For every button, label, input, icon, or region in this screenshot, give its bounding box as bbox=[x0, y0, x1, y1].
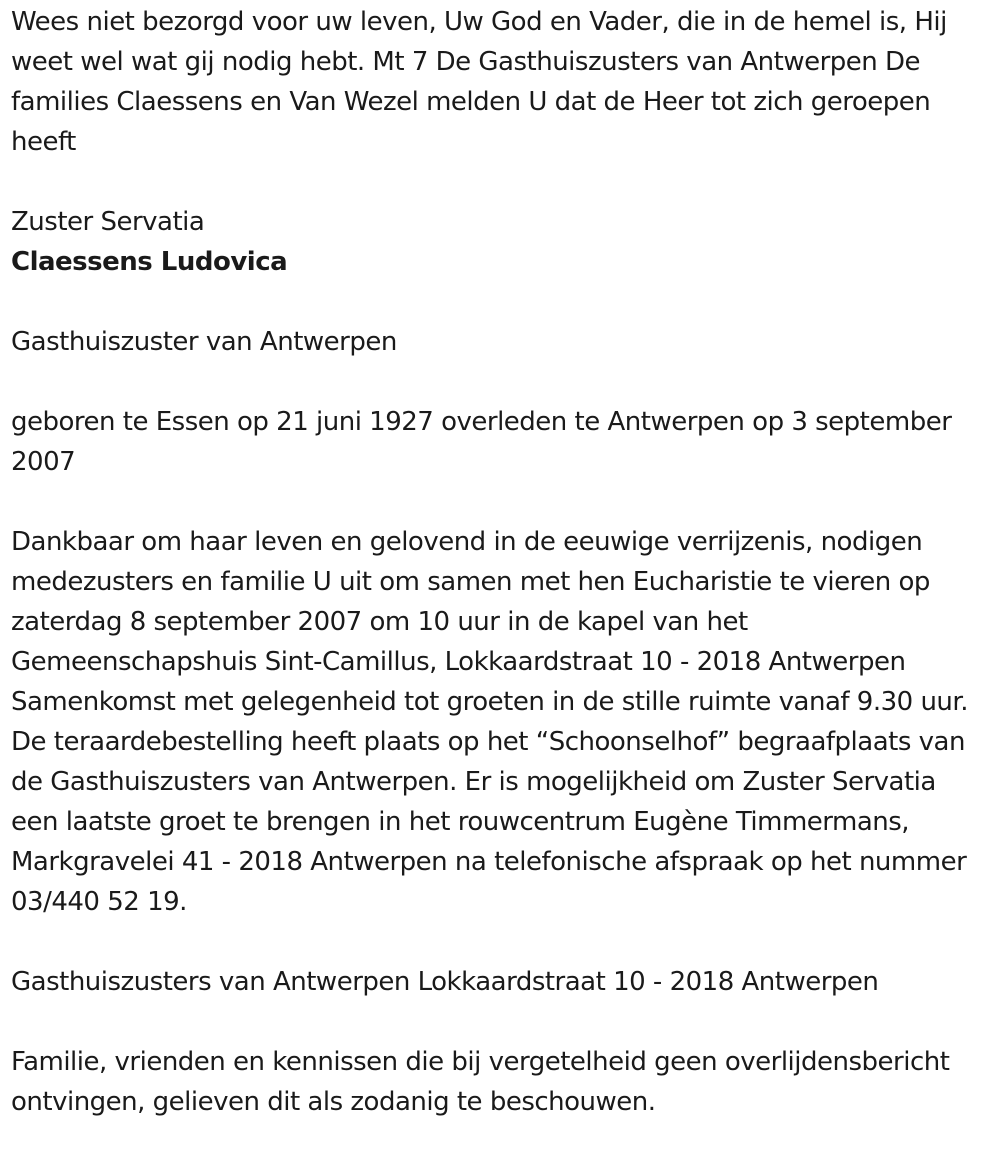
deceased-name: Claessens Ludovica bbox=[11, 247, 288, 277]
spacer bbox=[11, 282, 990, 322]
religious-name: Zuster Servatia bbox=[11, 207, 205, 237]
intro-paragraph: Wees niet bezorgd voor uw leven, Uw God en Vader, die in de hemel is, Hij weet wel wat gij nodig hebt. Mt 7 De Gasthuiszusters van Antwerpen De families Claessens en Van Wezel melden U dat de Heer tot zich geroepen heeft bbox=[11, 7, 947, 157]
spacer bbox=[11, 922, 990, 962]
spacer bbox=[11, 162, 990, 202]
spacer bbox=[11, 362, 990, 402]
affiliation: Gasthuiszuster van Antwerpen bbox=[11, 327, 397, 357]
ceremony-paragraph: Dankbaar om haar leven en gelovend in de eeuwige verrijzenis, nodigen medezusters en familie U uit om samen met hen Eucharistie te vieren op zaterdag 8 september 2007 om 10 uur in de kapel van het Gemeenschapshuis Sint-Camillus, Lokkaardstraat 10 - 2018 Antwerpen Samenkomst met gelegenheid tot groeten in de stille ruimte vanaf 9.30 uur. De teraardebestelling heeft plaats op het “Schoonselhof” begraafplaats van de Gasthuiszusters van Antwerpen. Er is mogelijkheid om Zuster Servatia een laatste groet te brengen in het rouwcentrum Eugène Timmermans, Markgravelei 41 - 2018 Antwerpen na telefonische afspraak op het nummer 03/440 52 19. bbox=[11, 527, 968, 917]
closing-paragraph: Familie, vrienden en kennissen die bij vergetelheid geen overlijdensbericht ontvingen, gelieven dit als zodanig te beschouwen. bbox=[11, 1047, 950, 1117]
birth-death-dates: geboren te Essen op 21 juni 1927 overleden te Antwerpen op 3 september 2007 bbox=[11, 407, 952, 477]
address-line: Gasthuiszusters van Antwerpen Lokkaardstraat 10 - 2018 Antwerpen bbox=[11, 967, 879, 997]
spacer bbox=[11, 1002, 990, 1042]
spacer bbox=[11, 482, 990, 522]
